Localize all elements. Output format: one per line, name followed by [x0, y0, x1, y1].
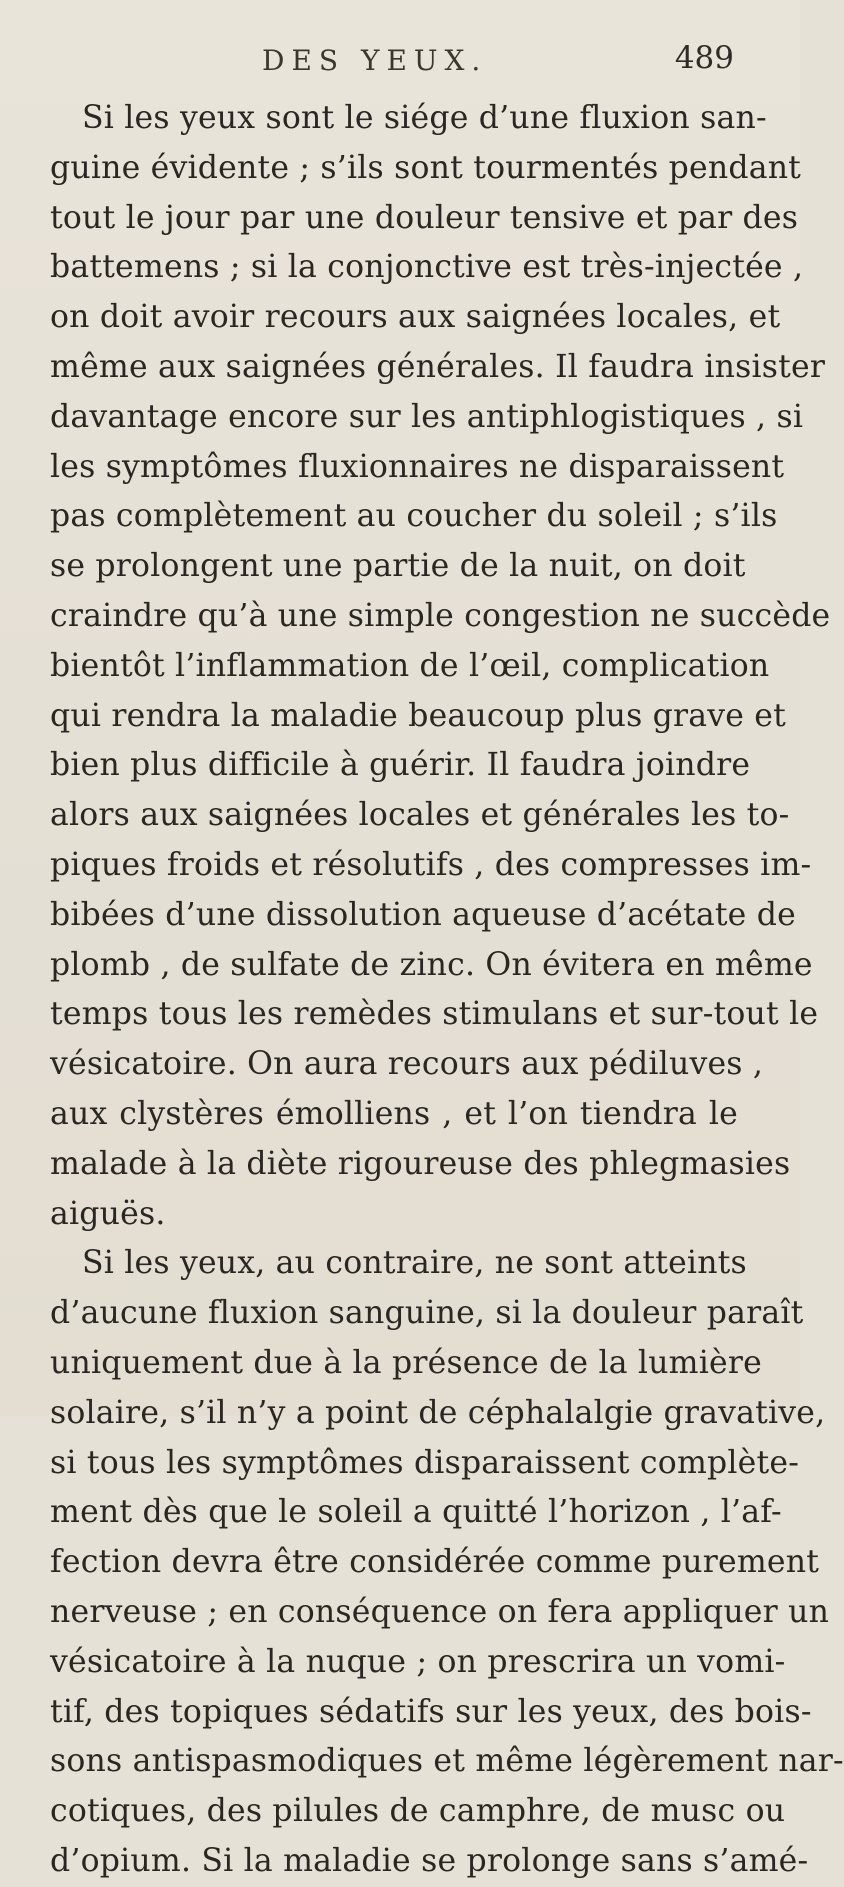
text-line: uniquement due à la présence de la lumière [50, 1344, 762, 1381]
text-line: bientôt l’inflammation de l’œil, complication [50, 647, 770, 684]
text-line: piques froids et résolutifs , des compresses im- [50, 846, 812, 883]
text-line: d’opium. Si la maladie se prolonge sans s’amé- [50, 1842, 809, 1879]
running-head: DES YEUX. [262, 44, 488, 77]
text-line: les symptômes fluxionnaires ne disparaissent [50, 448, 785, 485]
text-line: bien plus difficile à guérir. Il faudra joindre [50, 747, 751, 784]
text-line: tif, des topiques sédatifs sur les yeux, des bois- [50, 1693, 812, 1730]
text-line: se prolongent une partie de la nuit, on doit [50, 548, 746, 585]
text-line: aiguës. [50, 1195, 166, 1232]
text-line: battemens ; si la conjonctive est très-injectée , [50, 249, 804, 286]
page-number: 489 [674, 40, 734, 76]
text-line: craindre qu’à une simple congestion ne succède [50, 597, 831, 634]
text-line: bibées d’une dissolution aqueuse d’acétate de [50, 896, 796, 933]
body-text [50, 94, 844, 1887]
text-line: tout le jour par une douleur tensive et par des [50, 199, 799, 236]
text-line: vésicatoire à la nuque ; on prescrira un vomi- [50, 1643, 786, 1680]
text-line: fection devra être considérée comme purement [50, 1544, 820, 1581]
text-line: plomb , de sulfate de zinc. On évitera en même [50, 946, 813, 983]
text-line: davantage encore sur les antiphlogistiques , si [50, 398, 804, 435]
text-line: aux clystères émolliens , et l’on tiendra le [50, 1095, 738, 1132]
text-line: Si les yeux sont le siége d’une fluxion san- [82, 100, 767, 136]
text-line: on doit avoir recours aux saignées locales, et [50, 299, 781, 336]
text-line: malade à la diète rigoureuse des phlegmasies [50, 1145, 791, 1182]
text-line: solaire, s’il n’y a point de céphalalgie gravative, [50, 1394, 826, 1431]
text-line: qui rendra la maladie beaucoup plus grave et [50, 697, 787, 734]
text-line: pas complètement au coucher du soleil ; s’ils [50, 498, 778, 535]
text-line: d’aucune fluxion sanguine, si la douleur paraît [50, 1295, 804, 1332]
text-line: cotiques, des pilules de camphre, de musc ou [50, 1793, 786, 1830]
text-line: sons antispasmodiques et même légèrement nar- [50, 1743, 844, 1780]
text-line: temps tous les remèdes stimulans et sur-tout le [50, 996, 819, 1033]
text-line: nerveuse ; en conséquence on fera appliquer un [50, 1593, 830, 1630]
text-line: vésicatoire. On aura recours aux pédiluves , [50, 1046, 764, 1083]
text-line: même aux saignées générales. Il faudra insister [50, 348, 826, 385]
text-line: alors aux saignées locales et générales les to- [50, 797, 790, 834]
text-line: ment dès que le soleil a quitté l’horizon , l’af- [50, 1494, 782, 1531]
text-line: Si les yeux, au contraire, ne sont atteints [82, 1245, 747, 1282]
text-line: si tous les symptômes disparaissent complète- [50, 1444, 800, 1481]
text-line: guine évidente ; s’ils sont tourmentés pendant [50, 149, 802, 186]
page-header [50, 38, 738, 90]
